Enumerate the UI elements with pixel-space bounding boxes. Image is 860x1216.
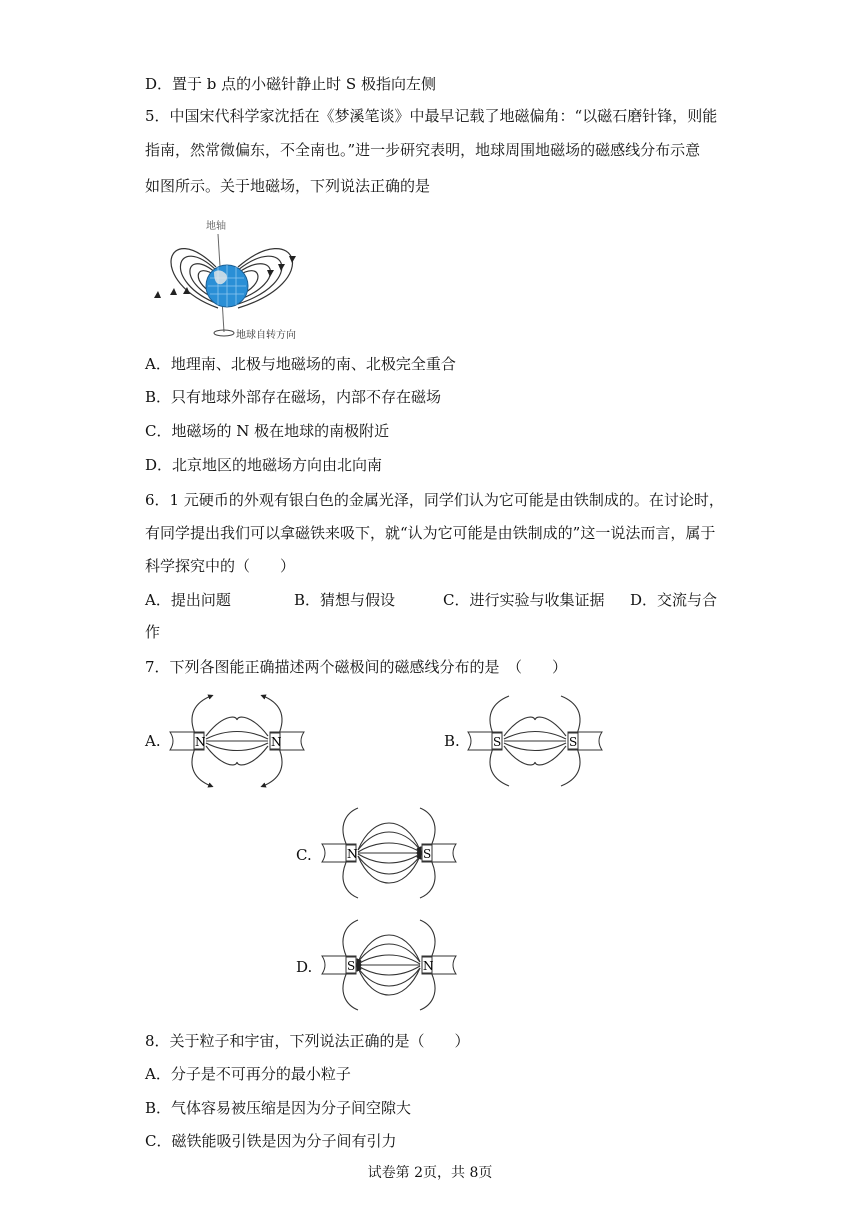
- q6-stem-line3: 科学探究中的（ ）: [145, 557, 296, 575]
- q7-figure-c: [318, 806, 460, 902]
- q7-fig-c-label: C.: [296, 846, 312, 864]
- q7-fig-b-label: B.: [444, 732, 460, 750]
- q4-option-d: D．置于 b 点的小磁针静止时 S 极指向左侧: [145, 75, 436, 93]
- q5-stem-line3: 如图所示。关于地磁场，下列说法正确的是: [145, 177, 431, 195]
- q6-option-d-wrap: 作: [145, 623, 161, 641]
- q7-figure-a: [166, 694, 308, 788]
- q6-stem-line2: 有同学提出我们可以拿磁铁来吸下，就“认为它可能是由铁制成的”这一说法而言，属于: [145, 524, 716, 542]
- fig-b-right-pole: S: [569, 735, 578, 749]
- q5-option-d: D．北京地区的地磁场方向由北向南: [145, 456, 383, 474]
- fig-c-right-pole: S: [423, 847, 432, 861]
- q5-option-c: C．地磁场的 N 极在地球的南极附近: [145, 422, 390, 440]
- q8-option-a: A．分子是不可再分的最小粒子: [145, 1065, 351, 1083]
- q7-fig-d-label: D.: [296, 958, 313, 976]
- page-footer: 试卷第 2页，共 8页: [367, 1165, 493, 1181]
- q7-figure-d: [318, 918, 460, 1014]
- q5-option-a: A．地理南、北极与地磁场的南、北极完全重合: [145, 355, 456, 373]
- q7-figure-b: [464, 694, 606, 788]
- fig-c-left-pole: N: [347, 847, 358, 861]
- fig-d-right-pole: N: [423, 959, 434, 973]
- q5-stem-line2: 指南，然常微偏东，不全南也。”进一步研究表明，地球周围地磁场的磁感线分布示意: [145, 141, 701, 159]
- fig-a-right-pole: N: [271, 735, 282, 749]
- q5-option-b: B．只有地球外部存在磁场，内部不存在磁场: [145, 388, 442, 406]
- q6-option-d: D．交流与合: [630, 591, 718, 609]
- q6-option-c: C．进行实验与收集证据: [443, 591, 605, 609]
- earth-axis-label: 地轴: [206, 221, 226, 232]
- fig-b-left-pole: S: [493, 735, 502, 749]
- q7-fig-a-label: A.: [145, 732, 161, 750]
- q8-option-b: B．气体容易被压缩是因为分子间空隙大: [145, 1099, 412, 1117]
- q7-stem: 7．下列各图能正确描述两个磁极间的磁感线分布的是 （ ）: [145, 658, 568, 676]
- q6-option-b: B．猜想与假设: [294, 591, 396, 609]
- q8-option-c: C．磁铁能吸引铁是因为分子间有引力: [145, 1132, 397, 1150]
- fig-d-left-pole: S: [347, 959, 356, 973]
- q6-option-a: A．提出问题: [145, 591, 231, 609]
- fig-a-left-pole: N: [195, 735, 206, 749]
- q8-stem: 8．关于粒子和宇宙，下列说法正确的是（ ）: [145, 1032, 470, 1050]
- q6-stem-line1: 6．1 元硬币的外观有银白色的金属光泽，同学们认为它可能是由铁制成的。在讨论时，: [145, 491, 724, 509]
- q5-stem-line1: 5．中国宋代科学家沈括在《梦溪笔谈》中最早记载了地磁偏角：“以磁石磨针锋，则能: [145, 107, 718, 125]
- rotation-direction-label: 地球自转方向: [236, 330, 296, 341]
- earth-magnetic-field-figure: [146, 212, 326, 348]
